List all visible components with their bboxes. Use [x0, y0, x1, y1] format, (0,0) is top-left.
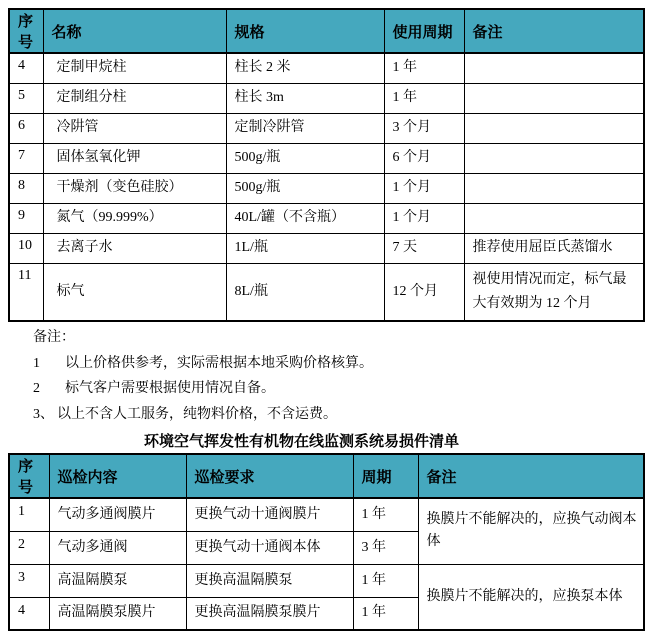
cell-note [464, 173, 644, 203]
cell-seq: 6 [9, 113, 43, 143]
cell-spec: 500g/瓶 [226, 143, 384, 173]
table-row [9, 53, 644, 83]
col-header-seq: 序号 [9, 454, 49, 498]
wear-parts-table [8, 453, 645, 631]
cell-requirement: 更换高温隔膜泵 [186, 564, 353, 597]
cell-note: 视使用情况而定，标气最大有效期为 12 个月 [464, 263, 644, 321]
cell-name: 固体氢氧化钾 [43, 143, 226, 173]
cell-spec: 500g/瓶 [226, 173, 384, 203]
cell-note [464, 53, 644, 83]
cell-content: 气动多通阀 [49, 531, 186, 564]
col-header-note: 备注 [464, 9, 644, 53]
note-text: 以上不含人工服务，纯物料价格，不含运费。 [57, 406, 337, 422]
cell-note [464, 143, 644, 173]
consumables-table [8, 8, 645, 322]
cell-period: 6 个月 [384, 143, 464, 173]
cell-seq: 5 [9, 83, 43, 113]
cell-seq: 4 [9, 597, 49, 630]
cell-spec: 40L/罐（不含瓶） [226, 203, 384, 233]
note-item [33, 382, 643, 397]
table-row [9, 113, 644, 143]
note-item [33, 357, 643, 372]
cell-name: 冷阱管 [43, 113, 226, 143]
table-row [9, 564, 644, 597]
cell-spec: 定制冷阱管 [226, 113, 384, 143]
col-header-spec: 规格 [226, 9, 384, 53]
col-header-name: 名称 [43, 9, 226, 53]
col-header-note: 备注 [418, 454, 644, 498]
table2-title: 环境空气挥发性有机物在线监测系统易损件清单 [143, 433, 459, 450]
cell-period: 3 年 [353, 531, 418, 564]
table2-header-row [9, 454, 644, 498]
cell-seq: 4 [9, 53, 43, 83]
cell-note [464, 83, 644, 113]
cell-name: 标气 [43, 263, 226, 321]
cell-period: 1 年 [353, 597, 418, 630]
note-item [33, 408, 643, 423]
cell-period: 3 个月 [384, 113, 464, 143]
cell-requirement: 更换高温隔膜泵膜片 [186, 597, 353, 630]
col-header-seq: 序号 [9, 9, 43, 53]
col-header-content: 巡检内容 [49, 454, 186, 498]
notes-section [33, 331, 643, 422]
col-header-period: 使用周期 [384, 9, 464, 53]
cell-content: 高温隔膜泵 [49, 564, 186, 597]
cell-seq: 2 [9, 531, 49, 564]
cell-note: 推荐使用屈臣氏蒸馏水 [464, 233, 644, 263]
table-row [9, 203, 644, 233]
note-text: 以上价格供参考，实际需根据本地采购价格核算。 [65, 355, 373, 371]
table-row [9, 233, 644, 263]
cell-content: 气动多通阀膜片 [49, 498, 186, 531]
cell-seq: 7 [9, 143, 43, 173]
cell-name: 去离子水 [43, 233, 226, 263]
cell-period: 7 天 [384, 233, 464, 263]
cell-spec: 柱长 3m [226, 83, 384, 113]
note-text: 标气客户需要根据使用情况自备。 [65, 381, 275, 396]
cell-requirement: 更换气动十通阀膜片 [186, 498, 353, 531]
cell-requirement: 更换气动十通阀本体 [186, 531, 353, 564]
cell-seq: 8 [9, 173, 43, 203]
cell-seq: 1 [9, 498, 49, 531]
cell-note [464, 203, 644, 233]
cell-spec: 1L/瓶 [226, 233, 384, 263]
cell-period: 12 个月 [384, 263, 464, 321]
col-header-period: 周期 [353, 454, 418, 498]
cell-name: 定制甲烷柱 [43, 53, 226, 83]
notes-title: 备注： [33, 330, 75, 345]
cell-seq: 9 [9, 203, 43, 233]
table-row [9, 263, 644, 321]
table-row [9, 498, 644, 531]
cell-note-merged: 换膜片不能解决的，应换气动阀本体 [418, 498, 644, 564]
cell-name: 干燥剂（变色硅胶） [43, 173, 226, 203]
cell-period: 1 年 [384, 53, 464, 83]
cell-content: 高温隔膜泵膜片 [49, 597, 186, 630]
cell-seq: 10 [9, 233, 43, 263]
document-page [8, 8, 643, 631]
cell-note [464, 113, 644, 143]
note-number: 2 [33, 381, 40, 396]
cell-note-merged: 换膜片不能解决的，应换泵本体 [418, 564, 644, 630]
col-header-requirement: 巡检要求 [186, 454, 353, 498]
cell-period: 1 个月 [384, 173, 464, 203]
note-number: 1 [33, 355, 40, 371]
table-row [9, 143, 644, 173]
cell-name: 定制组分柱 [43, 83, 226, 113]
table-row [9, 173, 644, 203]
table-row [9, 83, 644, 113]
table1-header-row [9, 9, 644, 53]
cell-period: 1 年 [384, 83, 464, 113]
cell-name: 氮气（99.999%） [43, 203, 226, 233]
cell-seq: 11 [9, 263, 43, 321]
cell-spec: 8L/瓶 [226, 263, 384, 321]
cell-seq: 3 [9, 564, 49, 597]
cell-period: 1 年 [353, 564, 418, 597]
cell-period: 1 年 [353, 498, 418, 531]
cell-period: 1 个月 [384, 203, 464, 233]
cell-spec: 柱长 2 米 [226, 53, 384, 83]
note-number: 3、 [33, 406, 54, 422]
